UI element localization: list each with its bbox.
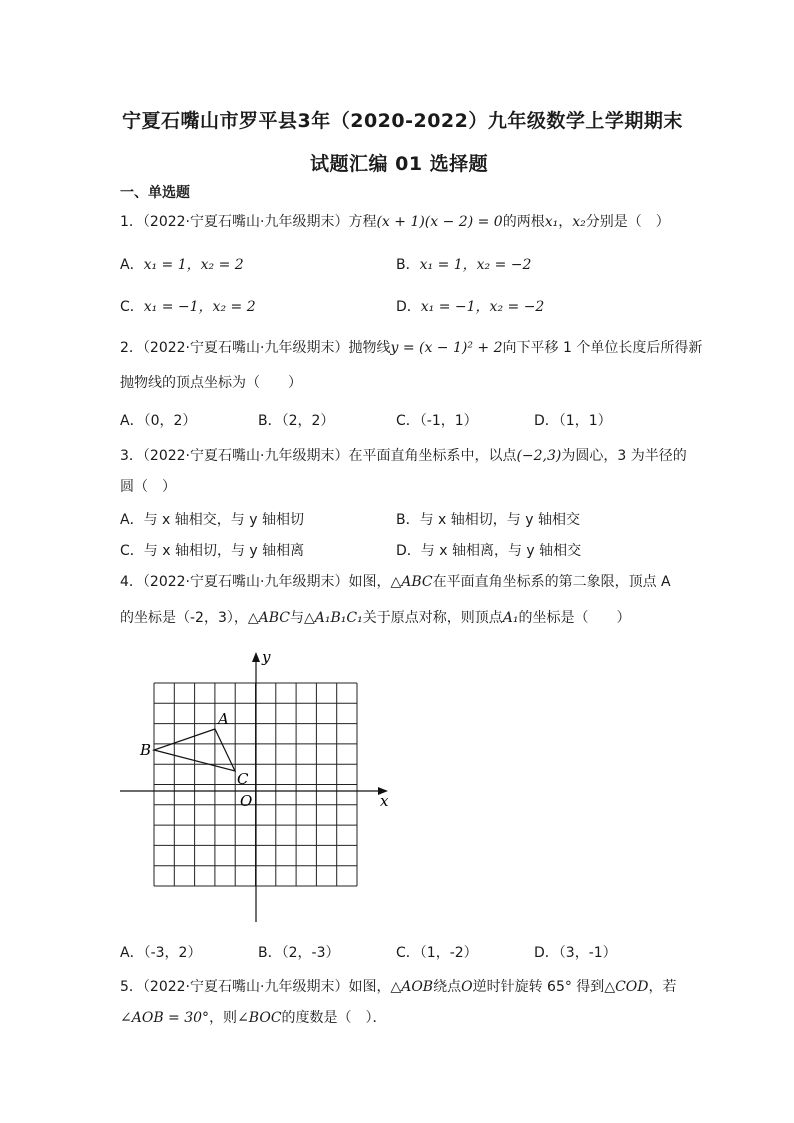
question-number: 3．	[120, 448, 143, 464]
point-a-label: A	[218, 710, 229, 728]
stem-text: 方程	[348, 214, 377, 230]
option-text: x₁ = −1，x₂ = −2	[420, 299, 545, 315]
stem-text: 绕点	[433, 979, 462, 995]
question-source: （2022·宁夏石嘴山·九年级期末）	[142, 574, 349, 590]
point-b-label: B	[140, 741, 152, 759]
point: (−2,3)	[516, 448, 562, 464]
option-label: D．	[534, 945, 559, 961]
y-axis-arrow-icon	[252, 652, 260, 662]
option-a[interactable]	[120, 410, 196, 430]
question-number: 4．	[120, 574, 143, 590]
stem-text: 如图，	[348, 979, 391, 995]
option-text: （2，2）	[281, 413, 335, 429]
option-label: D．	[534, 413, 559, 429]
option-a[interactable]	[120, 254, 244, 274]
question-4-stem-line2	[120, 608, 630, 628]
option-label: A．	[120, 413, 144, 429]
option-b[interactable]	[396, 509, 580, 529]
option-text: （3，-1）	[558, 945, 617, 961]
question-5-stem-line2	[120, 1008, 387, 1028]
origin-label: O	[240, 792, 253, 810]
option-d[interactable]	[534, 942, 617, 962]
x-axis-label: x	[380, 792, 389, 810]
stem-text: 逆时针旋转 65° 得到	[472, 979, 605, 995]
option-label: C．	[396, 945, 420, 961]
option-label: A．	[120, 945, 144, 961]
stem-text: 在平面直角坐标系的第二象限，顶点 A	[432, 574, 671, 590]
triangle: △A₁B₁C₁	[304, 610, 363, 626]
question-source: （2022·宁夏石嘴山·九年级期末）	[142, 214, 349, 230]
y-axis-label: y	[262, 648, 271, 666]
option-label: B．	[396, 257, 420, 273]
question-number: 2．	[120, 340, 143, 356]
option-b[interactable]	[396, 254, 531, 274]
option-c[interactable]	[396, 942, 478, 962]
option-c[interactable]	[396, 410, 478, 430]
stem-text: 与	[290, 610, 305, 626]
stem-text: 向下平移 1 个单位长度后所得新	[502, 340, 703, 356]
variable: x₂	[572, 214, 586, 230]
option-label: B．	[258, 945, 282, 961]
option-label: B．	[396, 512, 420, 528]
option-a[interactable]	[120, 942, 201, 962]
option-d[interactable]	[396, 540, 581, 560]
coordinate-grid-figure	[112, 640, 402, 930]
stem-text: ，则	[209, 1010, 238, 1026]
section-heading: 一、单选题	[120, 185, 190, 201]
triangle: △ABC	[247, 610, 291, 626]
question-number: 5．	[120, 979, 143, 995]
option-text: （1，1）	[558, 413, 612, 429]
option-d[interactable]	[534, 410, 612, 430]
option-b[interactable]	[258, 410, 334, 430]
stem-text: 的两根	[502, 214, 545, 230]
angle: ∠BOC	[237, 1010, 282, 1026]
stem-text: 在平面直角坐标系中，以点	[348, 448, 517, 464]
triangle: △ABC	[390, 574, 433, 590]
option-text: 与 x 轴相切，与 y 轴相交	[419, 512, 580, 528]
triangle: △AOB	[390, 979, 434, 995]
option-c[interactable]	[120, 296, 256, 316]
point-c-label: C	[237, 770, 249, 788]
question-4-stem	[120, 572, 671, 592]
option-label: C．	[120, 299, 144, 315]
point: A₁	[502, 610, 519, 626]
option-label: D．	[396, 299, 421, 315]
option-b[interactable]	[258, 942, 339, 962]
option-label: A．	[120, 257, 144, 273]
stem-text: 的坐标是（ ）	[518, 610, 631, 626]
option-text: x₁ = 1，x₂ = −2	[419, 257, 532, 273]
stem-text: 如图，	[348, 574, 391, 590]
option-text: 与 x 轴相离，与 y 轴相交	[420, 543, 582, 559]
point: O	[461, 979, 473, 995]
stem-text: 的度数是（ ）．	[281, 1010, 387, 1026]
question-1-stem: 1．（2022·宁夏石嘴山·九年级期末）方程(x + 1)(x − 2) = 0的两根x₁，x₂分别是（ ）	[120, 214, 670, 230]
option-text: x₁ = 1，x₂ = 2	[143, 257, 244, 273]
stem-text: 关于原点对称，则顶点	[362, 610, 503, 626]
option-label: B．	[258, 413, 282, 429]
stem-text: ，若	[648, 979, 677, 995]
question-source: （2022·宁夏石嘴山·九年级期末）	[142, 340, 349, 356]
page-title-line1: 宁夏石嘴山市罗平县3年（2020-2022）九年级数学上学期期末	[122, 110, 683, 132]
stem-text: 分别是（ ）	[585, 214, 670, 230]
question-number: 1．	[120, 214, 143, 230]
question-2-stem	[120, 338, 702, 358]
question-3-stem	[120, 446, 687, 466]
option-text: （2，-3）	[281, 945, 340, 961]
angle: ∠AOB = 30°	[120, 1010, 210, 1026]
option-text: （-1，1）	[419, 413, 478, 429]
option-text: （-3，2）	[143, 945, 202, 961]
page-title-line2: 试题汇编 01 选择题	[310, 153, 489, 175]
equation: (x + 1)(x − 2) = 0	[376, 214, 503, 230]
option-text: 与 x 轴相切，与 y 轴相离	[143, 543, 305, 559]
triangle: △COD	[604, 979, 649, 995]
option-label: A．	[120, 512, 144, 528]
option-text: x₁ = −1，x₂ = 2	[143, 299, 256, 315]
stem-text: 为圆心，3 为半径的	[561, 448, 687, 464]
variable: x₁	[544, 214, 559, 230]
option-d[interactable]	[396, 296, 544, 316]
stem-text: 的坐标是（-2，3），	[120, 610, 248, 626]
question-2-stem-line2: 抛物线的顶点坐标为（ ）	[120, 375, 302, 391]
equation: y = (x − 1)² + 2	[390, 340, 503, 356]
question-source: （2022·宁夏石嘴山·九年级期末）	[142, 448, 349, 464]
question-source: （2022·宁夏石嘴山·九年级期末）	[142, 979, 349, 995]
option-c[interactable]	[120, 540, 304, 560]
option-text: （0，2）	[143, 413, 197, 429]
option-label: C．	[120, 543, 144, 559]
option-label: D．	[396, 543, 421, 559]
option-a[interactable]	[120, 509, 304, 529]
option-text: 与 x 轴相交，与 y 轴相切	[143, 512, 304, 528]
question-5-stem	[120, 977, 677, 997]
question-3-stem-line2: 圆（ ）	[120, 479, 176, 495]
option-text: （1，-2）	[419, 945, 478, 961]
option-label: C．	[396, 413, 420, 429]
stem-text: 抛物线	[348, 340, 391, 356]
